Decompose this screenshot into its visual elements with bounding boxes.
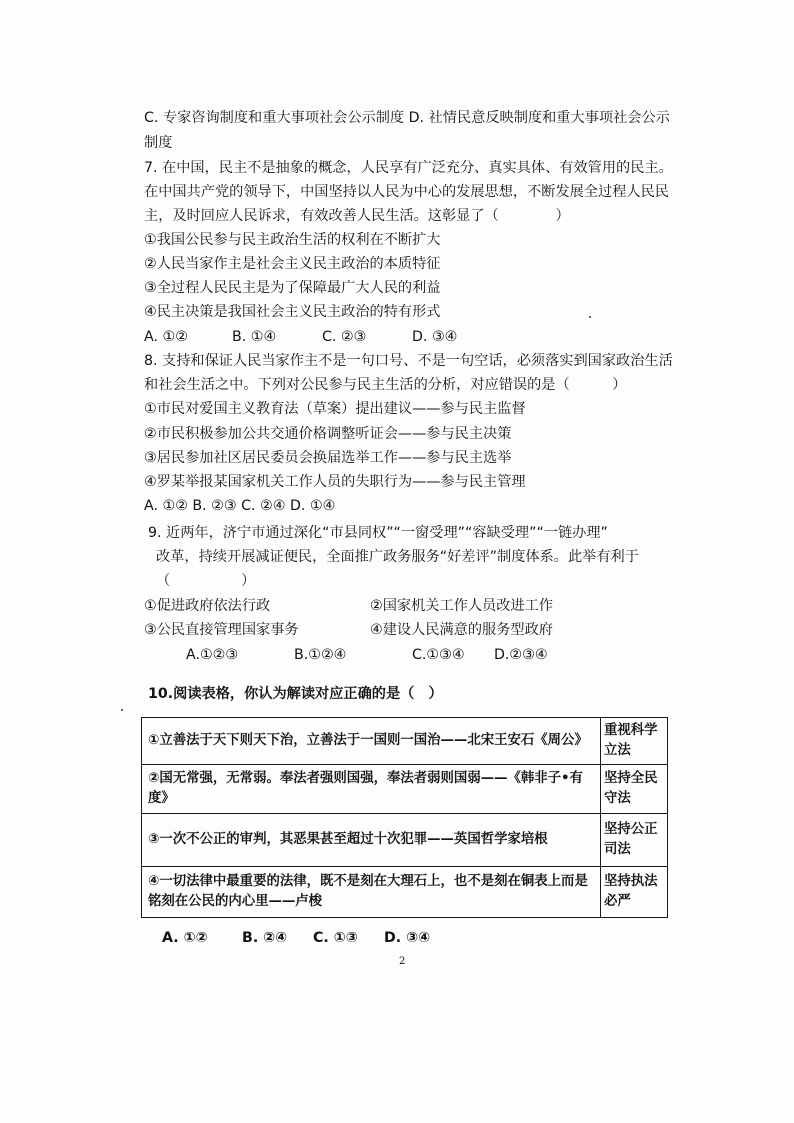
table-label-cell: 坚持公正司法 xyxy=(601,814,668,867)
q7-stem-line3: 主，及时回应人民诉求，有效改善人民生活。这彰显了（ ） xyxy=(144,208,570,224)
table-row xyxy=(142,718,668,765)
table-label-cell: 坚持全民守法 xyxy=(601,765,668,814)
table-quote-cell: ①立善法于天下则天下治，立善法于一国则一国治——北宋王安石《周公》 xyxy=(142,718,601,765)
q8-option-3: ③居民参加社区居民委员会换届选举工作——参与民主选举 xyxy=(144,450,512,466)
q10-stem: 10.阅读表格，你认为解读对应正确的是（ ） xyxy=(148,686,443,702)
q7-stem-line1: 7. 在中国，民主不是抽象的概念，人民享有广泛充分、真实具体、有效管用的民主。 xyxy=(144,160,673,176)
q8-option-2: ②市民积极参加公共交通价格调整听证会——参与民主决策 xyxy=(144,426,512,442)
q7-choice-d: D. ③④ xyxy=(412,329,458,345)
q10-table xyxy=(141,717,668,918)
q8-choices: A. ①② B. ②③ C. ②④ D. ①④ xyxy=(144,498,336,514)
q6-option-c-d: C. 专家咨询制度和重大事项社会公示制度 D. 社情民意反映制度和重大事项社会公示 xyxy=(144,110,670,126)
q9-choice-d: D.②③④ xyxy=(494,647,548,663)
table-quote-cell: ④一切法律中最重要的法律，既不是刻在大理石上，也不是刻在铜表上而是铭刻在公民的内心里——卢梭 xyxy=(142,867,601,918)
scan-speck xyxy=(121,709,123,711)
table-row xyxy=(142,867,668,918)
q9-stem-line2: 改革，持续开展减证便民，全面推广政务服务“好差评”制度体系。此举有利于 xyxy=(156,549,639,565)
table-label-cell: 重视科学立法 xyxy=(601,718,668,765)
q7-choice-b: B. ①④ xyxy=(232,329,277,345)
q6-option-d-cont: 制度 xyxy=(144,135,173,151)
q8-stem-line1: 8. 支持和保证人民当家作主不是一句口号、不是一句空话，必须落实到国家政治生活 xyxy=(144,353,673,369)
table-row xyxy=(142,765,668,814)
q9-choice-a: A.①②③ xyxy=(186,647,239,663)
q9-option-1: ①促进政府依法行政 xyxy=(144,598,271,614)
q10-choice-b: B. ②④ xyxy=(242,930,288,946)
scan-speck xyxy=(589,316,591,318)
q10-choice-d: D. ③④ xyxy=(384,930,431,946)
q7-choice-a: A. ①② xyxy=(144,329,188,345)
q7-option-3: ③全过程人民民主是为了保障最广大人民的利益 xyxy=(144,280,441,296)
q10-choice-a: A. ①② xyxy=(162,930,208,946)
q10-choice-c: C. ①③ xyxy=(313,930,358,946)
q9-option-2: ②国家机关工作人员改进工作 xyxy=(370,598,553,614)
q7-choice-c: C. ②③ xyxy=(322,329,367,345)
q9-choice-c: C.①③④ xyxy=(412,647,465,663)
q9-stem-line3: （ ） xyxy=(156,573,256,589)
q7-option-1: ①我国公民参与民主政治生活的权利在不断扩大 xyxy=(144,232,441,248)
q9-option-3: ③公民直接管理国家事务 xyxy=(144,622,299,638)
page-number: 2 xyxy=(399,956,406,967)
table-row xyxy=(142,814,668,867)
q7-option-4: ④民主决策是我国社会主义民主政治的特有形式 xyxy=(144,304,441,320)
q8-option-1: ①市民对爱国主义教育法（草案）提出建议——参与民主监督 xyxy=(144,401,526,417)
q8-option-4: ④罗某举报某国家机关工作人员的失职行为——参与民主管理 xyxy=(144,474,526,490)
table-quote-cell: ③一次不公正的审判，其恶果甚至超过十次犯罪——英国哲学家培根 xyxy=(142,814,601,867)
q9-choice-b: B.①②④ xyxy=(294,647,347,663)
q9-option-4: ④建设人民满意的服务型政府 xyxy=(370,622,553,638)
q7-option-2: ②人民当家作主是社会主义民主政治的本质特征 xyxy=(144,256,441,272)
table-quote-cell: ②国无常强，无常弱。奉法者强则国强，奉法者弱则国弱——《韩非子•有度》 xyxy=(142,765,601,814)
q7-stem-line2: 在中国共产党的领导下，中国坚持以人民为中心的发展思想，不断发展全过程人民民 xyxy=(144,184,669,200)
q8-stem-line2: 和社会生活之中。下列对公民参与民主生活的分析，对应错误的是（ ） xyxy=(144,377,627,393)
q9-stem-line1: 9. 近两年，济宁市通过深化“市县同权”“一窗受理”“容缺受理”“一链办理” xyxy=(148,525,608,541)
table-label-cell: 坚持执法必严 xyxy=(601,867,668,918)
